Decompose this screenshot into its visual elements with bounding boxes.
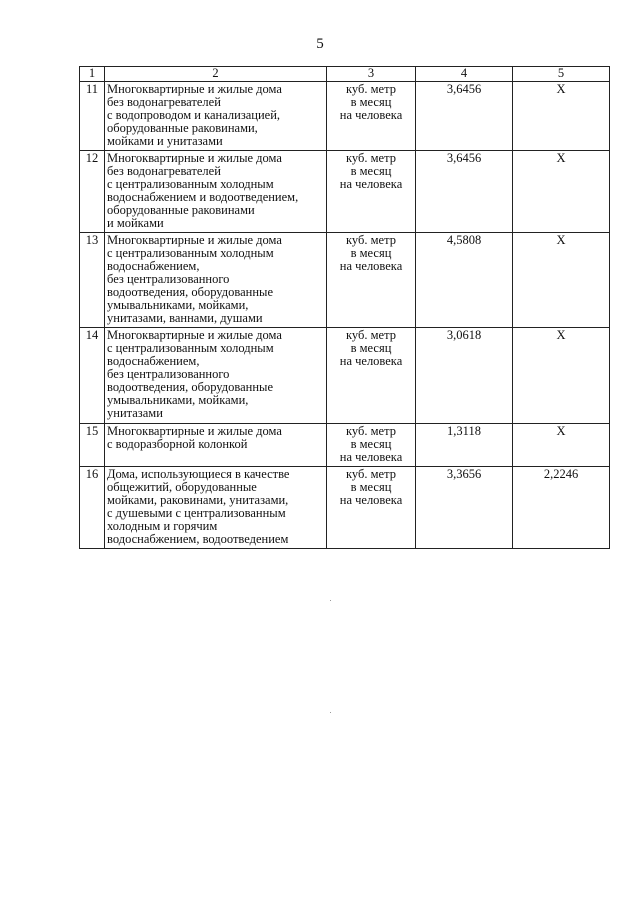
row-col4-value: 3,6456 (416, 151, 513, 233)
page-number: 5 (316, 36, 324, 52)
row-description: Многоквартирные и жилые дома с водоразборной колонкой (105, 424, 327, 467)
table-row (80, 151, 610, 233)
table-header-row (80, 67, 610, 82)
row-col5-value: 2,2246 (513, 467, 610, 549)
row-col4-value: 3,6456 (416, 82, 513, 151)
table-row (80, 424, 610, 467)
row-description: Многоквартирные и жилые дома с централизованным холодным водоснабжением, без централизованного водоотведения, оборудованные умывальниками, мойками, унитазами (105, 328, 327, 424)
row-description: Многоквартирные и жилые дома с централизованным холодным водоснабжением, без централизованного водоотведения, оборудованные умывальниками, мойками, унитазами, ваннами, душами (105, 233, 327, 328)
row-number: 14 (80, 328, 105, 424)
row-number: 12 (80, 151, 105, 233)
row-description: Многоквартирные и жилые дома без водонагревателей с водопроводом и канализацией, оборудованные раковинами, мойками и унитазами (105, 82, 327, 151)
row-unit: куб. метр в месяц на человека (327, 82, 416, 151)
row-col5-value: Х (513, 328, 610, 424)
row-col4-value: 3,0618 (416, 328, 513, 424)
scan-speck (330, 600, 331, 601)
row-unit: куб. метр в месяц на человека (327, 151, 416, 233)
row-description: Дома, использующиеся в качестве общежитий, оборудованные мойками, раковинами, унитазами, с душевыми с централизованным холодным и горячим водоснабжением, водоотведением (105, 467, 327, 549)
row-unit: куб. метр в месяц на человека (327, 233, 416, 328)
header-col-1: 1 (80, 67, 105, 82)
row-col4-value: 3,3656 (416, 467, 513, 549)
row-unit: куб. метр в месяц на человека (327, 328, 416, 424)
row-col5-value: Х (513, 82, 610, 151)
scan-speck (330, 712, 331, 713)
table-row (80, 233, 610, 328)
row-number: 16 (80, 467, 105, 549)
row-col5-value: Х (513, 424, 610, 467)
header-col-4: 4 (416, 67, 513, 82)
row-col4-value: 1,3118 (416, 424, 513, 467)
header-col-2: 2 (105, 67, 327, 82)
row-unit: куб. метр в месяц на человека (327, 467, 416, 549)
row-unit: куб. метр в месяц на человека (327, 424, 416, 467)
table-row (80, 82, 610, 151)
row-number: 15 (80, 424, 105, 467)
row-description: Многоквартирные и жилые дома без водонагревателей с централизованным холодным водоснабжением и водоотведением, оборудованные раковинами и мойками (105, 151, 327, 233)
row-number: 11 (80, 82, 105, 151)
header-col-5: 5 (513, 67, 610, 82)
norms-table (79, 66, 610, 549)
row-col5-value: Х (513, 233, 610, 328)
header-col-3: 3 (327, 67, 416, 82)
row-col5-value: Х (513, 151, 610, 233)
row-col4-value: 4,5808 (416, 233, 513, 328)
table-row (80, 467, 610, 549)
table-row (80, 328, 610, 424)
row-number: 13 (80, 233, 105, 328)
